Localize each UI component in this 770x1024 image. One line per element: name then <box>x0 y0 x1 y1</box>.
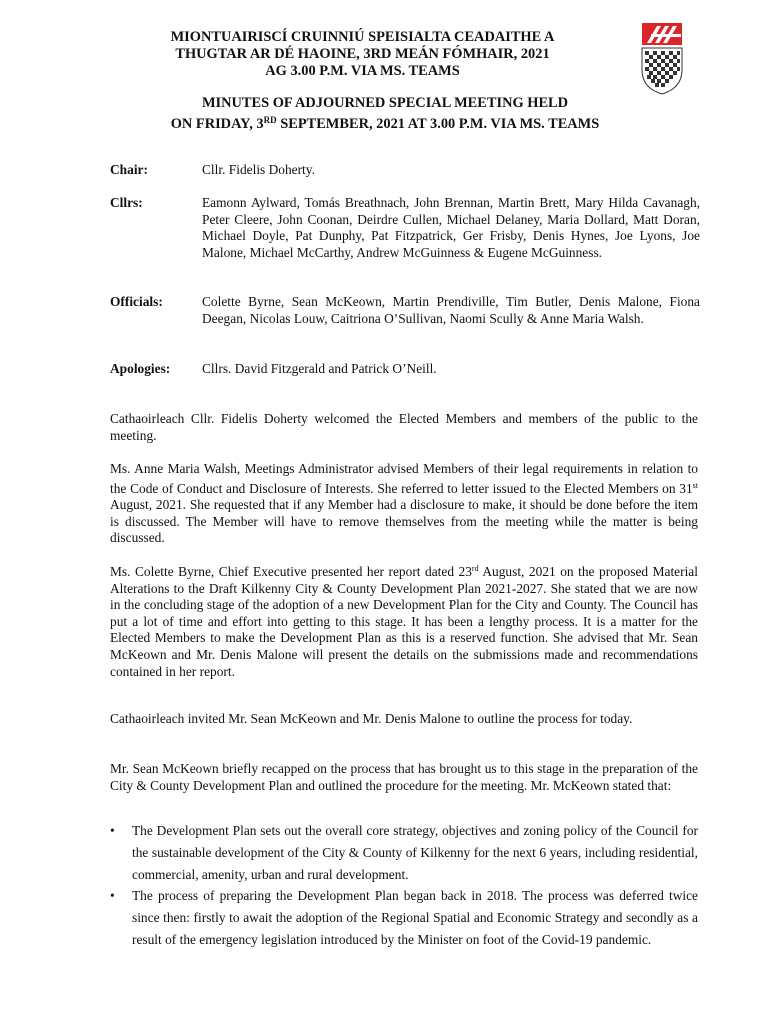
bullet-item-development-plan <box>110 820 698 886</box>
attendance-apologies <box>110 361 700 378</box>
paragraph-welcome: Cathaoirleach Cllr. Fidelis Doherty welcomed the Elected Members and members of the public to the meeting. <box>110 411 698 443</box>
councillors-label: Cllrs: <box>110 195 143 210</box>
bullet-item-process-history <box>110 885 698 951</box>
english-title <box>100 95 670 133</box>
english-title-line-1: MINUTES OF ADJOURNED SPECIAL MEETING HELD <box>201 95 569 111</box>
bullet-text: The Development Plan sets out the overall core strategy, objectives and zoning policy of the Council for the sustainable development of the City & County of Kilkenny for the next 6 years, including residential, commercial, amenity, urban and rural development. <box>132 823 698 882</box>
report-date-sup: rd <box>471 564 479 573</box>
disclosure-date-sup: st <box>692 480 698 490</box>
attendance-officials <box>110 294 700 327</box>
attendance-councillors <box>110 195 700 261</box>
bullet-marker: • <box>110 823 115 838</box>
chair-value: Cllr. Fidelis Doherty. <box>202 162 315 177</box>
officials-label: Officials: <box>110 294 163 309</box>
english-title-date-pre: ON FRIDAY, 3 <box>170 116 264 132</box>
council-crest-logo-icon <box>641 22 683 96</box>
bullet-text: The process of preparing the Development Plan began back in 2018. The process was deferred twice since then: firstly to await the adoption of the Regional Spatial and Economic Strategy and secondly as a result of the emergency legislation introduced by the Minister on foot of the Covid-19 pandemic. <box>132 888 698 947</box>
english-title-date-sup: RD <box>263 115 277 125</box>
councillors-value: Eamonn Aylward, Tomás Breathnach, John Brennan, Martin Brett, Mary Hilda Cavanagh, Peter Cleere, John Coonan, Deirdre Cullen, Michael Delaney, Maria Dollard, Matt Doran, Michael Doyle, Pat Dunphy, Pat Fitzpatrick, Ger Frisby, Denis Hynes, Joe Lyons, Joe Malone, Michael McCarthy, Andrew McGuinness & Eugene McGuinness. <box>202 195 700 260</box>
english-title-line-2 <box>100 112 670 133</box>
irish-title-line-3: AG 3.00 P.M. VIA MS. TEAMS <box>265 63 460 79</box>
officials-value: Colette Byrne, Sean McKeown, Martin Prendiville, Tim Butler, Denis Malone, Fiona Deegan, Nicolas Louw, Caitriona O’Sullivan, Naomi Scully & Anne Maria Walsh. <box>202 294 700 326</box>
irish-title-line-2: THUGTAR AR DÉ HAOINE, 3RD MEÁN FÓMHAIR, 2021 <box>175 46 550 62</box>
report-text-post: August, 2021 on the proposed Material Alterations to the Draft Kilkenny City & County Development Plan 2021-2027. She stated that we are now in the concluding stage of the adoption of a new Development Plan for the City and County. The Council has put a lot of time and effort into getting to this stage. It has been a lengthy process. It is a matter for the Elected Members to make the Development Plan as this is a reserved function. She advised that Mr. Sean McKeown and Mr. Denis Malone will present the details on the submissions made and recommendations contained in her report. <box>110 564 698 679</box>
bullet-marker: • <box>110 888 115 903</box>
attendance-chair <box>110 162 700 179</box>
irish-title <box>100 29 625 80</box>
paragraph-recap: Mr. Sean McKeown briefly recapped on the process that has brought us to this stage in the preparation of the City & County Development Plan and outlined the procedure for the meeting. Mr. McKeown stated that: <box>110 761 698 793</box>
apologies-value: Cllrs. David Fitzgerald and Patrick O’Neill. <box>202 361 437 376</box>
apologies-label: Apologies: <box>110 361 171 376</box>
report-text-pre: Ms. Colette Byrne, Chief Executive presented her report dated 23 <box>110 564 472 579</box>
irish-title-line-1: MIONTUAIRISCÍ CRUINNIÚ SPEISIALTA CEADAITHE A <box>170 29 555 45</box>
paragraph-chief-executive-report <box>110 561 698 680</box>
chair-label: Chair: <box>110 162 148 177</box>
paragraph-invitation: Cathaoirleach invited Mr. Sean McKeown and Mr. Denis Malone to outline the process for today. <box>110 711 633 726</box>
disclosure-text-pre: Ms. Anne Maria Walsh, Meetings Administrator advised Members of their legal requirements in relation to the Code of Conduct and Disclosure of Interests. She referred to letter issued to the Elected Members on 31 <box>110 461 698 496</box>
english-title-date-post: SEPTEMBER, 2021 AT 3.00 P.M. VIA MS. TEAMS <box>276 116 600 132</box>
disclosure-text-post: August, 2021. She requested that if any Member had a disclosure to make, it should be done before the item is discussed. The Member will have to remove themselves from the meeting while the matter is being discussed. <box>110 497 698 546</box>
paragraph-disclosure <box>110 461 698 547</box>
